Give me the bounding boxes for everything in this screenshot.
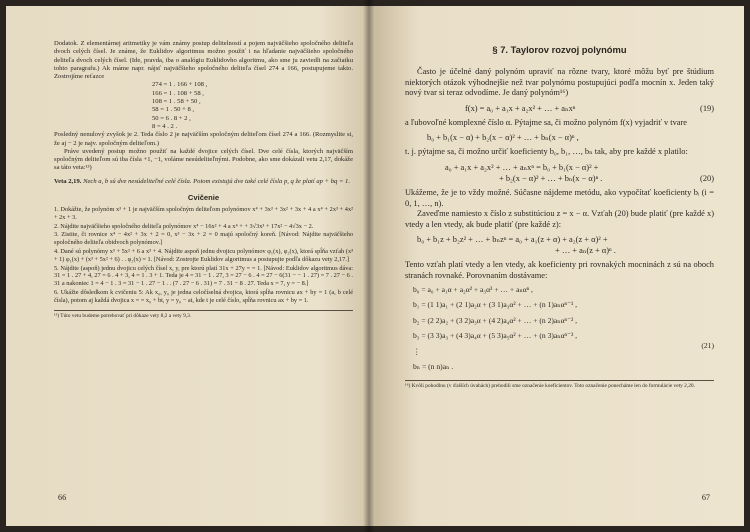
chain-line: 166 = 1 . 108 + 58 , xyxy=(152,89,204,97)
book-spread xyxy=(6,6,744,526)
exercise-item: 3. Zistite, či rovnice x⁴ − 4x² + 3x + 2 = 0, x³ − 3x + 2 = 0 majú spoločný koreň. [Návod: Nájdite najväčšieho spoločného deliteľa obidvoch polynómov.] xyxy=(54,231,353,247)
section-title: § 7. Taylorov rozvoj polynómu xyxy=(492,44,627,55)
exercise-item: 4. Dané sú polynómy x³ + 5x² + 6 a x³ + 4. Nájdite aspoň jednu dvojicu polynómov φ₁(x), φ₂(x), ktorá spĺňa vzťah (x³ + 1) φ₁(x) + (x³ + 5x² + 6) . . φ₂(x) = 1. [Návod: Zostrojte Euklidov algoritmus a postupujte podľa dôkazu vety 2,17.] xyxy=(54,248,353,263)
exercise-item: 6. Ukážte dôsledkom k cvičeniu 5: Ak x₀, y₀ je jedna celočíselná dvojica, ktorá spĺňa rovnicu ax + by = 1 (a, b celé čísla), potom aj každá dvojica x = = x₀ + bt, y = y₀ − at, kde t je celé číslo, spĺňa rovnicu ax + by = 1. xyxy=(54,289,353,304)
page-number-left: 66 xyxy=(58,493,67,502)
euclid-chain xyxy=(152,81,353,131)
coef-line: b₁ = (1 1)a₁ + (2 1)a₂α + (3 1)a₃α² + … + (n 1)aₙαⁿ⁻¹ , xyxy=(413,300,578,310)
paragraph-question: t. j. pýtajme sa, či možno určiť koeficienty b₀, b₁, …, bₙ tak, aby pre každé x platilo: xyxy=(405,147,688,157)
chain-line: 8 = 4 . 2 . xyxy=(152,122,178,130)
equation-number: (20) xyxy=(700,173,714,183)
paragraph-substitution: Zaveďme namiesto x číslo z substitúciou z = x − α. Vzťah (20) bude platiť (pre každé x) vtedy a len vtedy, ak bude platiť (pre každé z): xyxy=(405,209,714,229)
right-page xyxy=(375,6,744,526)
exercise-item: 5. Nájdite (aspoň) jednu dvojicu celých čísel x, y, pre ktorú platí 31x + 27y = = 1. [Návod: Euklidov algoritmus dáva: 31 = 1 . 27 + 4, 27 = 6 . 4 + 3, 4 = 1 . 3 + 1. Teda je 4 = 31 − 1 . 27, 3 = 27 − 6 . 4 = 27 − 6(31 − − 1 . 27) = 7 . 27 − 6 . 31 a nakoniec 1 = 4 − 1 . 3 = 31 − 1 . 27 − 1 . . (7 . 27 − 6 . 31) = 7 . 31 − 8 . 27. Teda x = 7, y = − 8.] xyxy=(54,264,353,288)
after-chain-paragraph: Posledný nenulový zvyšok je 2. Teda číslo 2 je najväčším spoločným deliteľom čísel 274 a 166. (Rozmyslite si, že aj − 2 je najv. spoločným deliteľom.) xyxy=(54,131,353,147)
equation-text: + b₂(x − α)² + … + bₙ(x − α)ⁿ . xyxy=(499,173,603,183)
footnote-left: ¹³) Túto vetu budeme potrebovať pri dôkaze vety 8,2 a vety 9,3. xyxy=(54,310,353,320)
coefficients-system-21 xyxy=(405,282,714,375)
coef-line: bₙ = (n n)aₙ . xyxy=(413,362,454,372)
equation-20-line2 xyxy=(405,173,714,184)
paragraph-coprime: Práve uvedený postup možno použiť na každé dvojice celých čísel. Dve celé čísla, ktorých najväčším spoločným deliteľom sú iba čísla +1, −1, voláme nesúdeliteľnými. Podobne, ako sme dokázali vetu 2,17, dokáže sa táto veta:¹³) xyxy=(54,147,353,172)
paragraph-compare: Tento vzťah platí vtedy a len vtedy, ak koeficienty pri rovnakých mocninách z sú na oboch stranách rovnaké. Porovnaním dostávame: xyxy=(405,260,714,280)
paragraph-method: Ukážeme, že je to vždy možné. Súčasne nájdeme metódu, ako vypočítať koeficienty bᵢ (i = 0, 1, …, n). xyxy=(405,187,714,208)
equation-19 xyxy=(405,103,714,114)
equation-number: (19) xyxy=(700,103,714,113)
equation-z-line1 xyxy=(405,234,714,245)
chain-line: 50 = 6 . 8 + 2 , xyxy=(152,114,191,122)
intro-paragraph: Dodatok. Z elementárnej aritmetiky je vám známy postup delitelností a pojem najväčšieho spoločného deliteľa dvoch celých čísel. Je známe, že Euklidov algoritmus možno použiť i na hľadanie najväčšieho spoločného deliteľa dvoch celých čísel. (Ide, pravda, iba o analógiu Euklidovho algoritmu, ako sme ju zaviedli na začiatku tohto paragrafu.) Ak máme napr. nájsť najväčšieho spoločného deliteľa čísel 274 a 166, postupujeme takto. Zostrojíme reťazce xyxy=(54,40,353,81)
chain-line: 108 = 1 . 58 + 50 , xyxy=(152,98,201,106)
coef-line: b₀ = a₀ + a₁α + a₂α² + a₃α³ + … + aₙαⁿ , xyxy=(413,284,533,294)
coef-line: ⋮ xyxy=(413,346,421,356)
exercise-item: 2. Nájdite najväčšieho spoločného deliteľa polynómov x⁴ − 16x² + 4 a x⁴ + + 3√3x³ + 17x² − 4√3x − 2. xyxy=(54,222,314,230)
theorem-2-19 xyxy=(54,178,353,186)
equation-text: b₀ + b₁z + b₂z² + … + bₙzⁿ = a₀ + a₁(z + α) + a₂(z + α)² + xyxy=(417,235,608,245)
left-page xyxy=(6,6,375,526)
paragraph-intro: Často je účelné daný polynóm upraviť na rôzne tvary, ktoré môžu byť pre štúdium niektorých otázok výhodnejšie než tvar polynómu postupujúci podľa mocnín x. Jeden taký nový tvar si teraz odvodíme. Je daný polynóm¹⁶) xyxy=(405,67,714,98)
equation-text: + … + aₙ(z + α)ⁿ . xyxy=(555,246,616,256)
equation-number: (21) xyxy=(701,340,714,350)
footnote-right: ¹⁶) Kvôli pohodlnu (v ďalších úvahách) prehodili sme označenie koeficientov. Toto označenie ponecháme len do formulácie vety 2,20. xyxy=(405,380,714,390)
equation-text: a₀ + a₁x + a₂x² + … + aₙxⁿ = b₀ + b₁(x − α)² + xyxy=(445,162,599,172)
book-gutter-shadow xyxy=(363,0,375,532)
theorem-text: Nech a, b sú dve nesúdeliteľné celé čísla. Potom existujú dve také celé čísla p, q že platí ap + bq = 1. xyxy=(83,177,350,185)
chain-line: 58 = 1 . 50 + 8 , xyxy=(152,106,195,114)
equation-text: f(x) = a₀ + a₁x + a₂x² + … + aₙxⁿ xyxy=(465,103,576,113)
page-number-right: 67 xyxy=(701,493,710,502)
exercise-item: 1. Dokážte, že polynóm x³ + 1 je najväčším spoločným deliteľom polynómov x⁴ + 3x³ + 3x² + 3x + 4 a x⁴ + 2x³ + 4x² + 2x + 3. xyxy=(54,206,353,221)
paragraph-alpha: a ľubovoľné komplexné číslo α. Pýtajme sa, či možno polynóm f(x) vyjadriť v tvare xyxy=(405,117,688,127)
coef-line: b₃ = (3 3)a₃ + (4 3)a₄α + (5 3)a₅α² + … + (n 3)aₙαⁿ⁻³ , xyxy=(413,331,578,341)
equation-taylor-form xyxy=(405,132,714,143)
theorem-label: Veta 2,19. xyxy=(54,177,82,185)
equation-text: b₀ + b₁(x − α) + b₂(x − α)² + … + bₙ(x − α)ⁿ , xyxy=(427,133,579,143)
equation-z-line2 xyxy=(405,245,714,256)
equation-20-line1 xyxy=(405,162,714,173)
chain-line: 274 = 1 . 166 + 108 , xyxy=(152,81,208,89)
coef-line: b₂ = (2 2)a₂ + (3 2)a₃α + (4 2)a₄α² + … + (n 2)aₙαⁿ⁻² , xyxy=(413,315,578,325)
exercises-title: Cvičenie xyxy=(187,193,220,203)
